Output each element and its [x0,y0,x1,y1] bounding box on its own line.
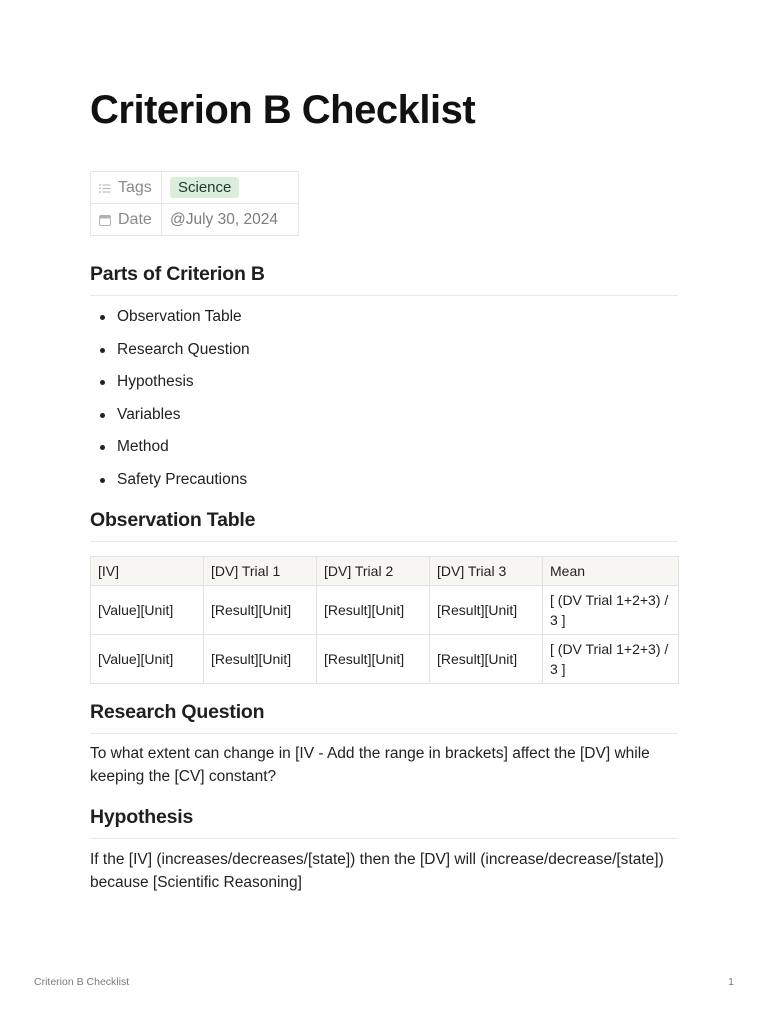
table-cell: [Value][Unit] [91,635,204,684]
table-cell: [Result][Unit] [430,635,543,684]
table-header-cell: Mean [543,557,679,586]
list-icon [98,181,112,195]
property-value-tags[interactable] [162,172,299,204]
observation-table [90,556,679,684]
table-cell: [ (DV Trial 1+2+3) / 3 ] [543,586,679,635]
property-key-tags [91,172,162,204]
table-cell: [Result][Unit] [430,586,543,635]
property-key-date [91,204,162,236]
tag-science[interactable]: Science [170,177,239,198]
footer-doc-name: Criterion B Checklist [34,976,130,988]
footer-page-number: 1 [728,976,734,988]
section-heading-hypothesis: Hypothesis [90,806,678,839]
section-heading-research: Research Question [90,701,678,734]
table-cell: [Value][Unit] [91,586,204,635]
table-cell: [ (DV Trial 1+2+3) / 3 ] [543,635,679,684]
table-cell: [Result][Unit] [204,586,317,635]
table-header-cell: [DV] Trial 3 [430,557,543,586]
research-question-text: To what extent can change in [IV - Add the range in brackets] affect the [DV] while keeping the [CV] constant? [90,745,650,785]
table-header-cell: [DV] Trial 1 [204,557,317,586]
property-row-date [91,204,299,236]
table-row [91,586,679,635]
list-item: Safety Precautions [90,468,250,501]
property-key-label: Date [118,210,152,228]
property-value-date[interactable] [162,204,299,236]
parts-list [90,305,250,501]
list-item: Method [90,435,250,468]
page-title: Criterion B Checklist [90,88,476,132]
property-row-tags [91,172,299,204]
section-heading-parts: Parts of Criterion B [90,263,678,296]
table-header-cell: [DV] Trial 2 [317,557,430,586]
list-item: Research Question [90,338,250,371]
list-item: Observation Table [90,305,250,338]
section-heading-observation: Observation Table [90,509,678,542]
property-key-label: Tags [118,178,152,196]
table-cell: [Result][Unit] [204,635,317,684]
hypothesis-text: If the [IV] (increases/decreases/[state]) then the [DV] will (increase/decrease/[state]) because [Scientific Reasoning] [90,851,664,891]
list-item: Hypothesis [90,370,250,403]
table-row [91,635,679,684]
list-item: Variables [90,403,250,436]
table-header-cell: [IV] [91,557,204,586]
properties-table [90,171,299,236]
table-cell: [Result][Unit] [317,586,430,635]
table-cell: [Result][Unit] [317,635,430,684]
date-value[interactable]: @July 30, 2024 [170,210,278,228]
table-header-row [91,557,679,586]
calendar-icon [98,213,112,227]
